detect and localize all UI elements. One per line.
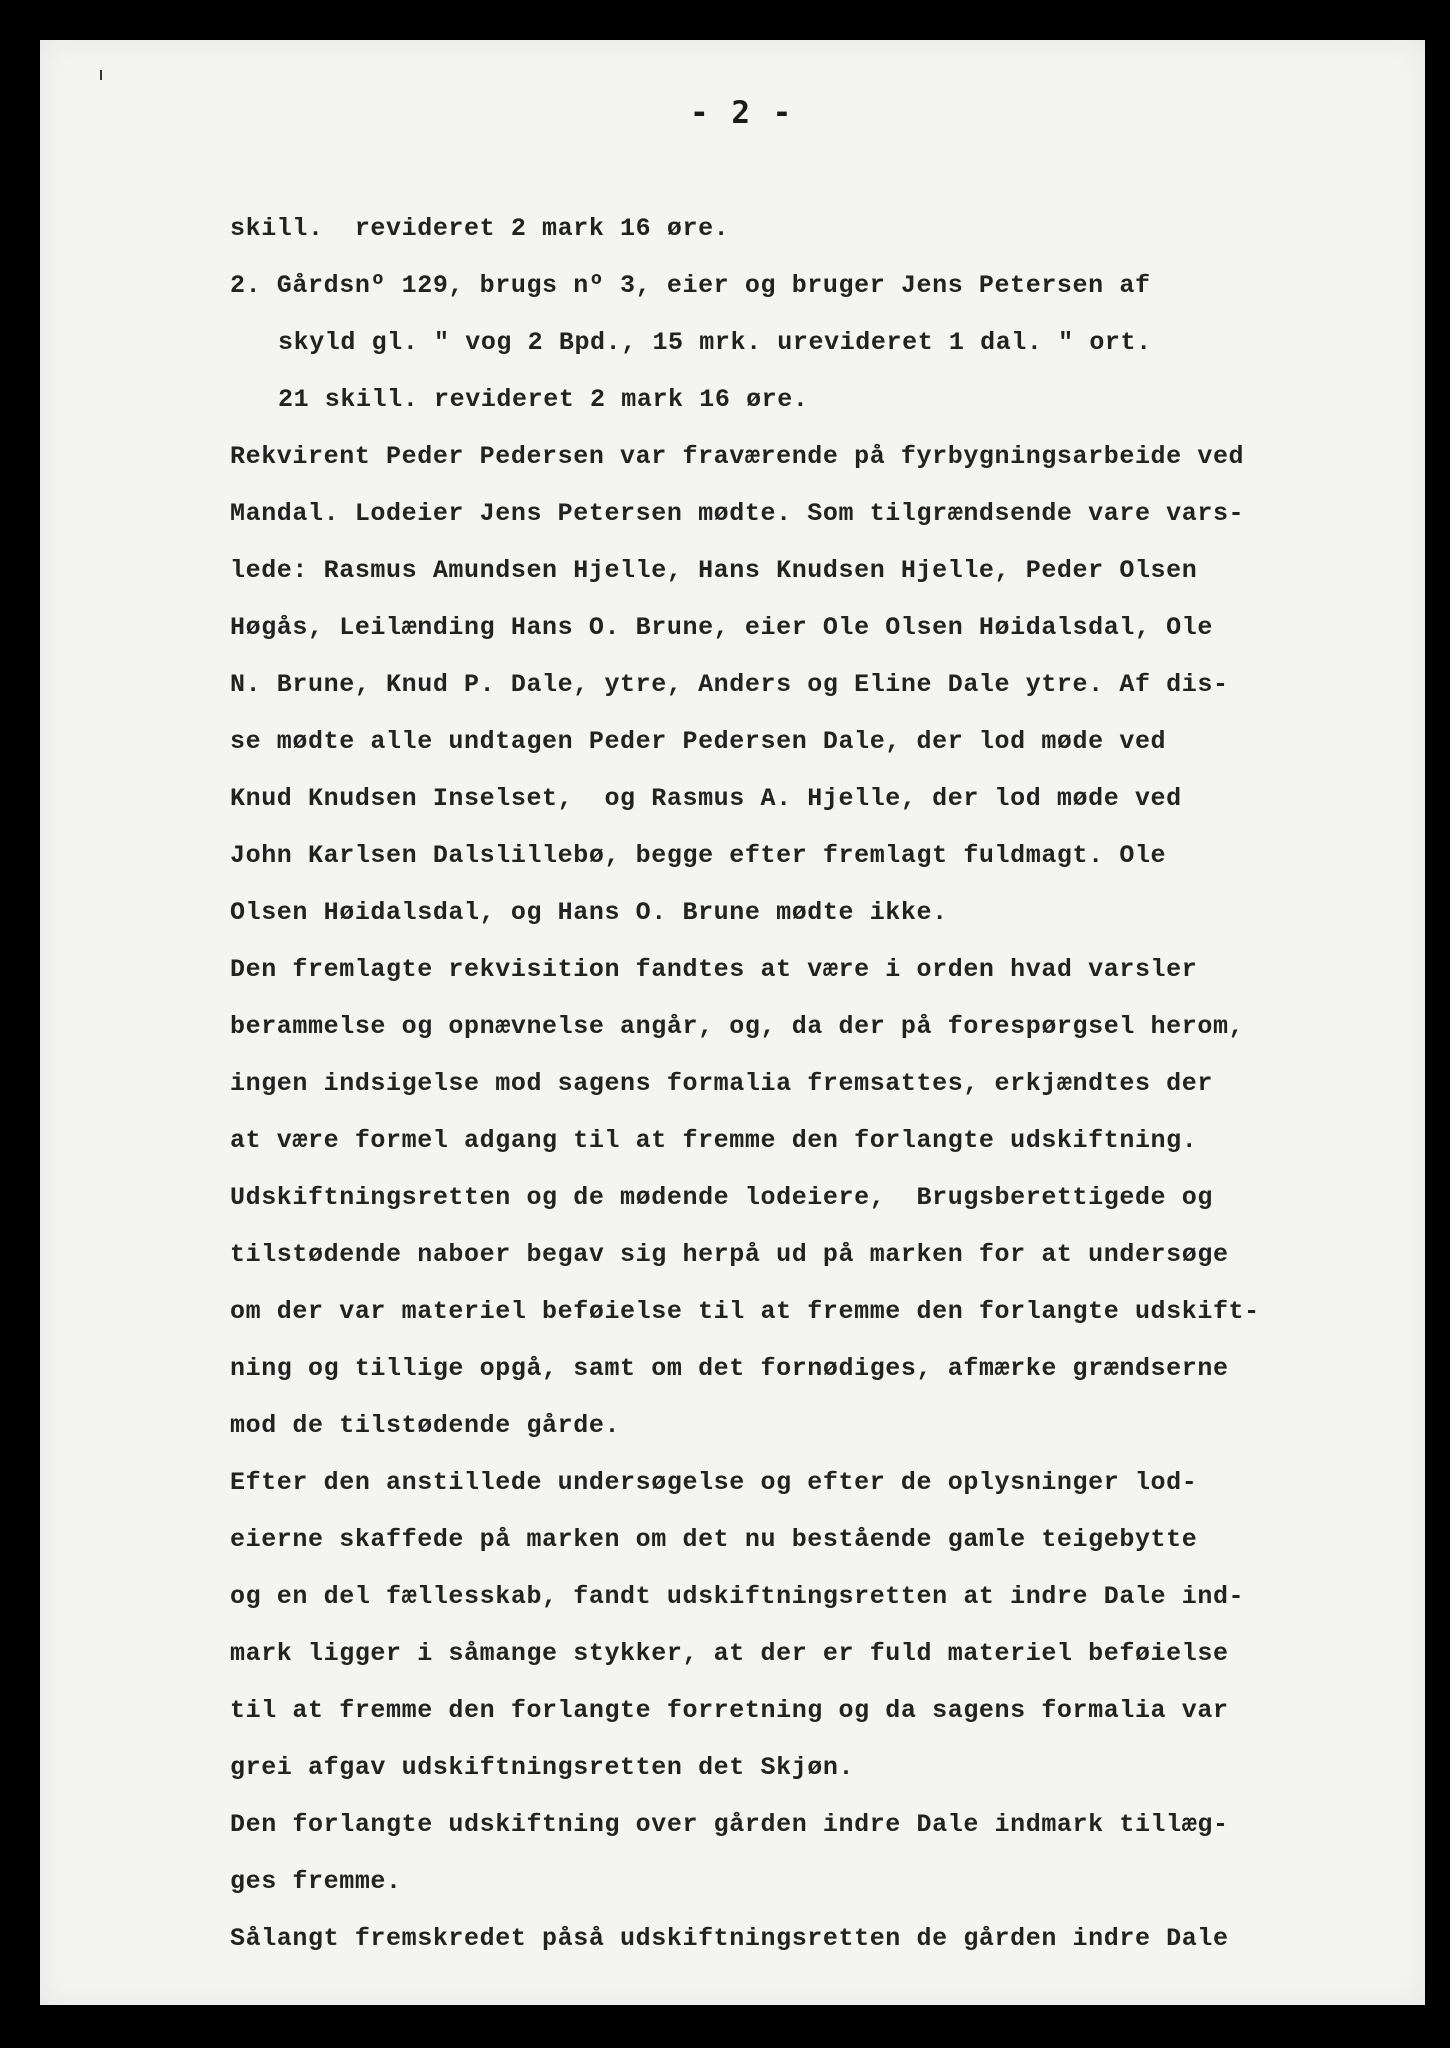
text-line: mod de tilstødende gårde.: [230, 1411, 621, 1440]
text-line: John Karlsen Dalslillebø, begge efter fremlagt fuldmagt. Ole: [230, 841, 1167, 870]
text-line: ges fremme.: [230, 1867, 402, 1896]
text-line: ingen indsigelse mod sagens formalia fremsattes, erkjændtes der: [230, 1069, 1213, 1098]
text-line: Sålangt fremskredet påså udskiftningsretten de gården indre Dale: [230, 1924, 1229, 1953]
text-line: 2. Gårdsnº 129, brugs nº 3, eier og bruger Jens Petersen af: [230, 271, 1151, 300]
text-line: til at fremme den forlangte forretning og da sagens formalia var: [230, 1696, 1229, 1725]
text-line: Mandal. Lodeier Jens Petersen mødte. Som tilgrændsende vare vars-: [230, 499, 1245, 528]
text-line: eierne skaffede på marken om det nu bestående gamle teigebytte: [230, 1525, 1198, 1554]
text-line: 21 skill. revideret 2 mark 16 øre.: [278, 385, 809, 414]
text-line: Den fremlagte rekvisition fandtes at være i orden hvad varsler: [230, 955, 1198, 984]
text-line: skyld gl. " vog 2 Bpd., 15 mrk. urevideret 1 dal. " ort.: [278, 328, 1152, 357]
text-line: Høgås, Leilænding Hans O. Brune, eier Ole Olsen Høidalsdal, Ole: [230, 613, 1213, 642]
text-line: skill. revideret 2 mark 16 øre.: [230, 214, 730, 243]
text-line: Rekvirent Peder Pedersen var fraværende på fyrbygningsarbeide ved: [230, 442, 1245, 471]
text-line: mark ligger i såmange stykker, at der er fuld materiel beføielse: [230, 1639, 1229, 1668]
document-page: [40, 40, 1425, 2005]
text-line: Udskiftningsretten og de mødende lodeiere, Brugsberettigede og: [230, 1183, 1213, 1212]
text-line: N. Brune, Knud P. Dale, ytre, Anders og Eline Dale ytre. Af dis-: [230, 670, 1229, 699]
text-line: at være formel adgang til at fremme den forlangte udskiftning.: [230, 1126, 1198, 1155]
text-line: ning og tillige opgå, samt om det fornødiges, afmærke grændserne: [230, 1354, 1229, 1383]
text-line: og en del fællesskab, fandt udskiftningsretten at indre Dale ind-: [230, 1582, 1245, 1611]
text-line: om der var materiel beføielse til at fremme den forlangte udskift-: [230, 1297, 1260, 1326]
text-line: Olsen Høidalsdal, og Hans O. Brune mødte ikke.: [230, 898, 948, 927]
text-line: grei afgav udskiftningsretten det Skjøn.: [230, 1753, 855, 1782]
text-line: se mødte alle undtagen Peder Pedersen Dale, der lod møde ved: [230, 727, 1167, 756]
text-line: Den forlangte udskiftning over gården indre Dale indmark tillæg-: [230, 1810, 1229, 1839]
text-line: Efter den anstillede undersøgelse og efter de oplysninger lod-: [230, 1468, 1198, 1497]
margin-mark: [100, 70, 102, 80]
document-body: [230, 200, 1360, 1967]
text-line: berammelse og opnævnelse angår, og, da der på forespørgsel herom,: [230, 1012, 1245, 1041]
text-line: Knud Knudsen Inselset, og Rasmus A. Hjelle, der lod møde ved: [230, 784, 1182, 813]
page-number: - 2 -: [690, 95, 794, 131]
text-line: lede: Rasmus Amundsen Hjelle, Hans Knudsen Hjelle, Peder Olsen: [230, 556, 1198, 585]
text-line: tilstødende naboer begav sig herpå ud på marken for at undersøge: [230, 1240, 1229, 1269]
